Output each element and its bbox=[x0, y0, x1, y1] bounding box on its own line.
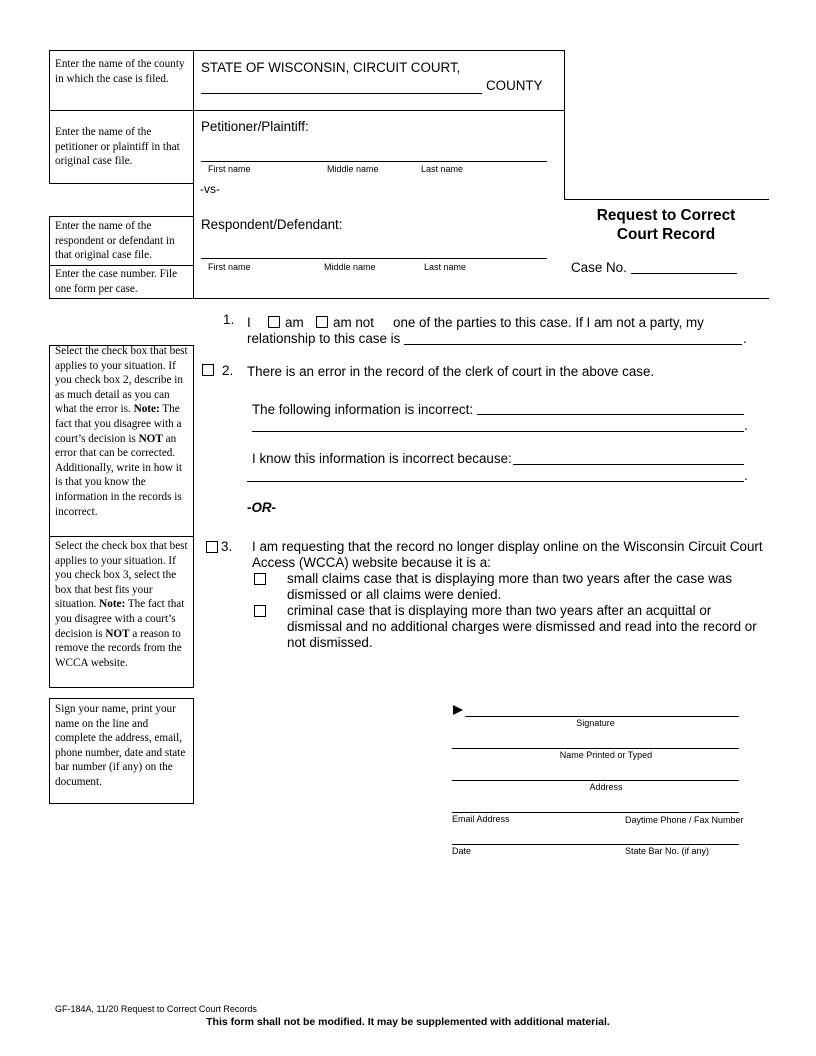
caption-divider bbox=[564, 50, 565, 200]
item1-lead: I bbox=[247, 315, 251, 330]
item2-checkbox[interactable] bbox=[202, 364, 214, 376]
criminal-case-checkbox[interactable] bbox=[254, 605, 266, 617]
instruction-item3: Select the check box that best applies to your situation. If you check box 3, select the box that best fits your situation. Note: The fact that you disagree with a court’s decision is NOT a reason to remove the records from the WCCA website. bbox=[55, 540, 188, 669]
address-label: Address bbox=[589, 782, 623, 792]
incorrect-info-input-line-2[interactable] bbox=[252, 431, 744, 432]
petitioner-middle-name-label: Middle name bbox=[327, 164, 379, 174]
item1-number: 1. bbox=[223, 312, 235, 327]
small-claims-option-line-1: small claims case that is displaying more than two years after the case was bbox=[287, 571, 733, 586]
modification-notice: This form shall not be modified. It may be supplemented with additional material. bbox=[206, 1016, 610, 1028]
petitioner-name-input-line[interactable] bbox=[201, 161, 547, 162]
form-title bbox=[574, 206, 758, 244]
incorrect-info-period: . bbox=[744, 418, 748, 433]
criminal-case-option-line-1: criminal case that is displaying more than two years after an acquittal or bbox=[287, 603, 712, 618]
because-label: I know this information is incorrect because: bbox=[252, 451, 512, 466]
respondent-first-name-label: First name bbox=[208, 262, 251, 272]
incorrect-info-label: The following information is incorrect: bbox=[252, 402, 474, 417]
item3-checkbox[interactable] bbox=[206, 541, 218, 553]
address-input-line[interactable] bbox=[452, 780, 739, 781]
signature-arrow-icon bbox=[452, 704, 464, 716]
respondent-name-input-line[interactable] bbox=[201, 258, 547, 259]
phone-label: Daytime Phone / Fax Number bbox=[625, 815, 744, 825]
item3-number: 3. bbox=[221, 539, 233, 554]
because-input-line-1[interactable] bbox=[513, 464, 744, 465]
item1-text-line2: relationship to this case is bbox=[247, 331, 401, 346]
criminal-case-option-line-2: dismissal and no additional charges were dismissed and read into the record or bbox=[287, 619, 757, 635]
small-claims-option-line-2: dismissed or all claims were denied. bbox=[287, 587, 502, 603]
item1-period: . bbox=[743, 331, 747, 346]
respondent-label: Respondent/Defendant: bbox=[201, 217, 343, 232]
email-phone-input-line[interactable] bbox=[452, 812, 739, 813]
instruction-case-number: Enter the case number. File one form per case. bbox=[55, 268, 178, 295]
caption-middle-border bbox=[193, 110, 564, 111]
court-heading: STATE OF WISCONSIN, CIRCUIT COURT, bbox=[201, 60, 461, 75]
form-title-line-1: Request to Correct bbox=[596, 207, 736, 224]
item1-am-checkbox[interactable] bbox=[268, 316, 280, 328]
because-period: . bbox=[744, 468, 748, 483]
item1-am-not-label: am not bbox=[333, 315, 374, 330]
incorrect-info-input-line-1[interactable] bbox=[477, 414, 744, 415]
criminal-case-option bbox=[287, 603, 757, 652]
criminal-case-option-line-3: not dismissed. bbox=[287, 635, 373, 651]
instruction-signature: Sign your name, print your name on the line and complete the address, email, phone number, date and state bar number (if any) on the document. bbox=[55, 703, 186, 788]
title-box-bottom bbox=[564, 199, 769, 200]
case-number-input-line[interactable] bbox=[631, 273, 737, 274]
item1-am-label: am bbox=[285, 315, 304, 330]
email-label: Email Address bbox=[452, 814, 510, 824]
petitioner-label: Petitioner/Plaintiff: bbox=[201, 119, 309, 134]
petitioner-last-name-label: Last name bbox=[421, 164, 464, 174]
caption-top-border bbox=[193, 50, 564, 51]
item3-text-line2: Access (WCCA) website because it is a: bbox=[252, 555, 491, 570]
instruction-item2: Select the check box that best applies to your situation. If you check box 2, describe in as much detail as you can what the error is. Note: The fact that you disagree with a court’s decision is NOT an error that can be corrected. Additionally, write in how it is that you know the information in the records is incorrect. bbox=[55, 345, 188, 518]
county-input-line[interactable] bbox=[201, 93, 482, 94]
date-bar-input-line[interactable] bbox=[452, 844, 739, 845]
respondent-middle-name-label: Middle name bbox=[324, 262, 376, 272]
form-id-footer: GF-184A, 11/20 Request to Correct Court Records bbox=[55, 1004, 257, 1014]
small-claims-checkbox[interactable] bbox=[254, 573, 266, 585]
instruction-petitioner: Enter the name of the petitioner or plaintiff in that original case file. bbox=[55, 126, 180, 168]
signature-label: Signature bbox=[576, 718, 615, 728]
item2-number: 2. bbox=[222, 363, 234, 378]
small-claims-option bbox=[287, 571, 732, 603]
caption-bottom-border bbox=[193, 298, 769, 299]
form-title-line-2: Court Record bbox=[616, 226, 716, 243]
or-separator: -OR- bbox=[247, 500, 277, 515]
caption-left-border bbox=[193, 50, 194, 299]
name-printed-label: Name Printed or Typed bbox=[559, 750, 653, 760]
versus-label: -vs- bbox=[200, 182, 220, 196]
petitioner-first-name-label: First name bbox=[208, 164, 251, 174]
name-printed-input-line[interactable] bbox=[452, 748, 739, 749]
county-label: COUNTY bbox=[486, 78, 543, 93]
item2-text: There is an error in the record of the clerk of court in the above case. bbox=[247, 364, 655, 379]
item1-am-not-checkbox[interactable] bbox=[316, 316, 328, 328]
bar-number-label: State Bar No. (if any) bbox=[625, 846, 710, 856]
respondent-last-name-label: Last name bbox=[424, 262, 467, 272]
item1-text-line1: one of the parties to this case. If I am not a party, my bbox=[393, 315, 704, 330]
item3-text-line1: I am requesting that the record no longer display online on the Wisconsin Circuit Court bbox=[252, 539, 763, 554]
case-number-label: Case No. bbox=[571, 260, 627, 275]
because-input-line-2[interactable] bbox=[247, 481, 744, 482]
relationship-input-line[interactable] bbox=[404, 344, 742, 345]
signature-input-line[interactable] bbox=[465, 716, 739, 717]
date-label: Date bbox=[452, 846, 472, 856]
instruction-county: Enter the name of the county in which the case is filed. bbox=[55, 58, 185, 85]
instruction-respondent: Enter the name of the respondent or defendant in that original case file. bbox=[55, 220, 175, 262]
